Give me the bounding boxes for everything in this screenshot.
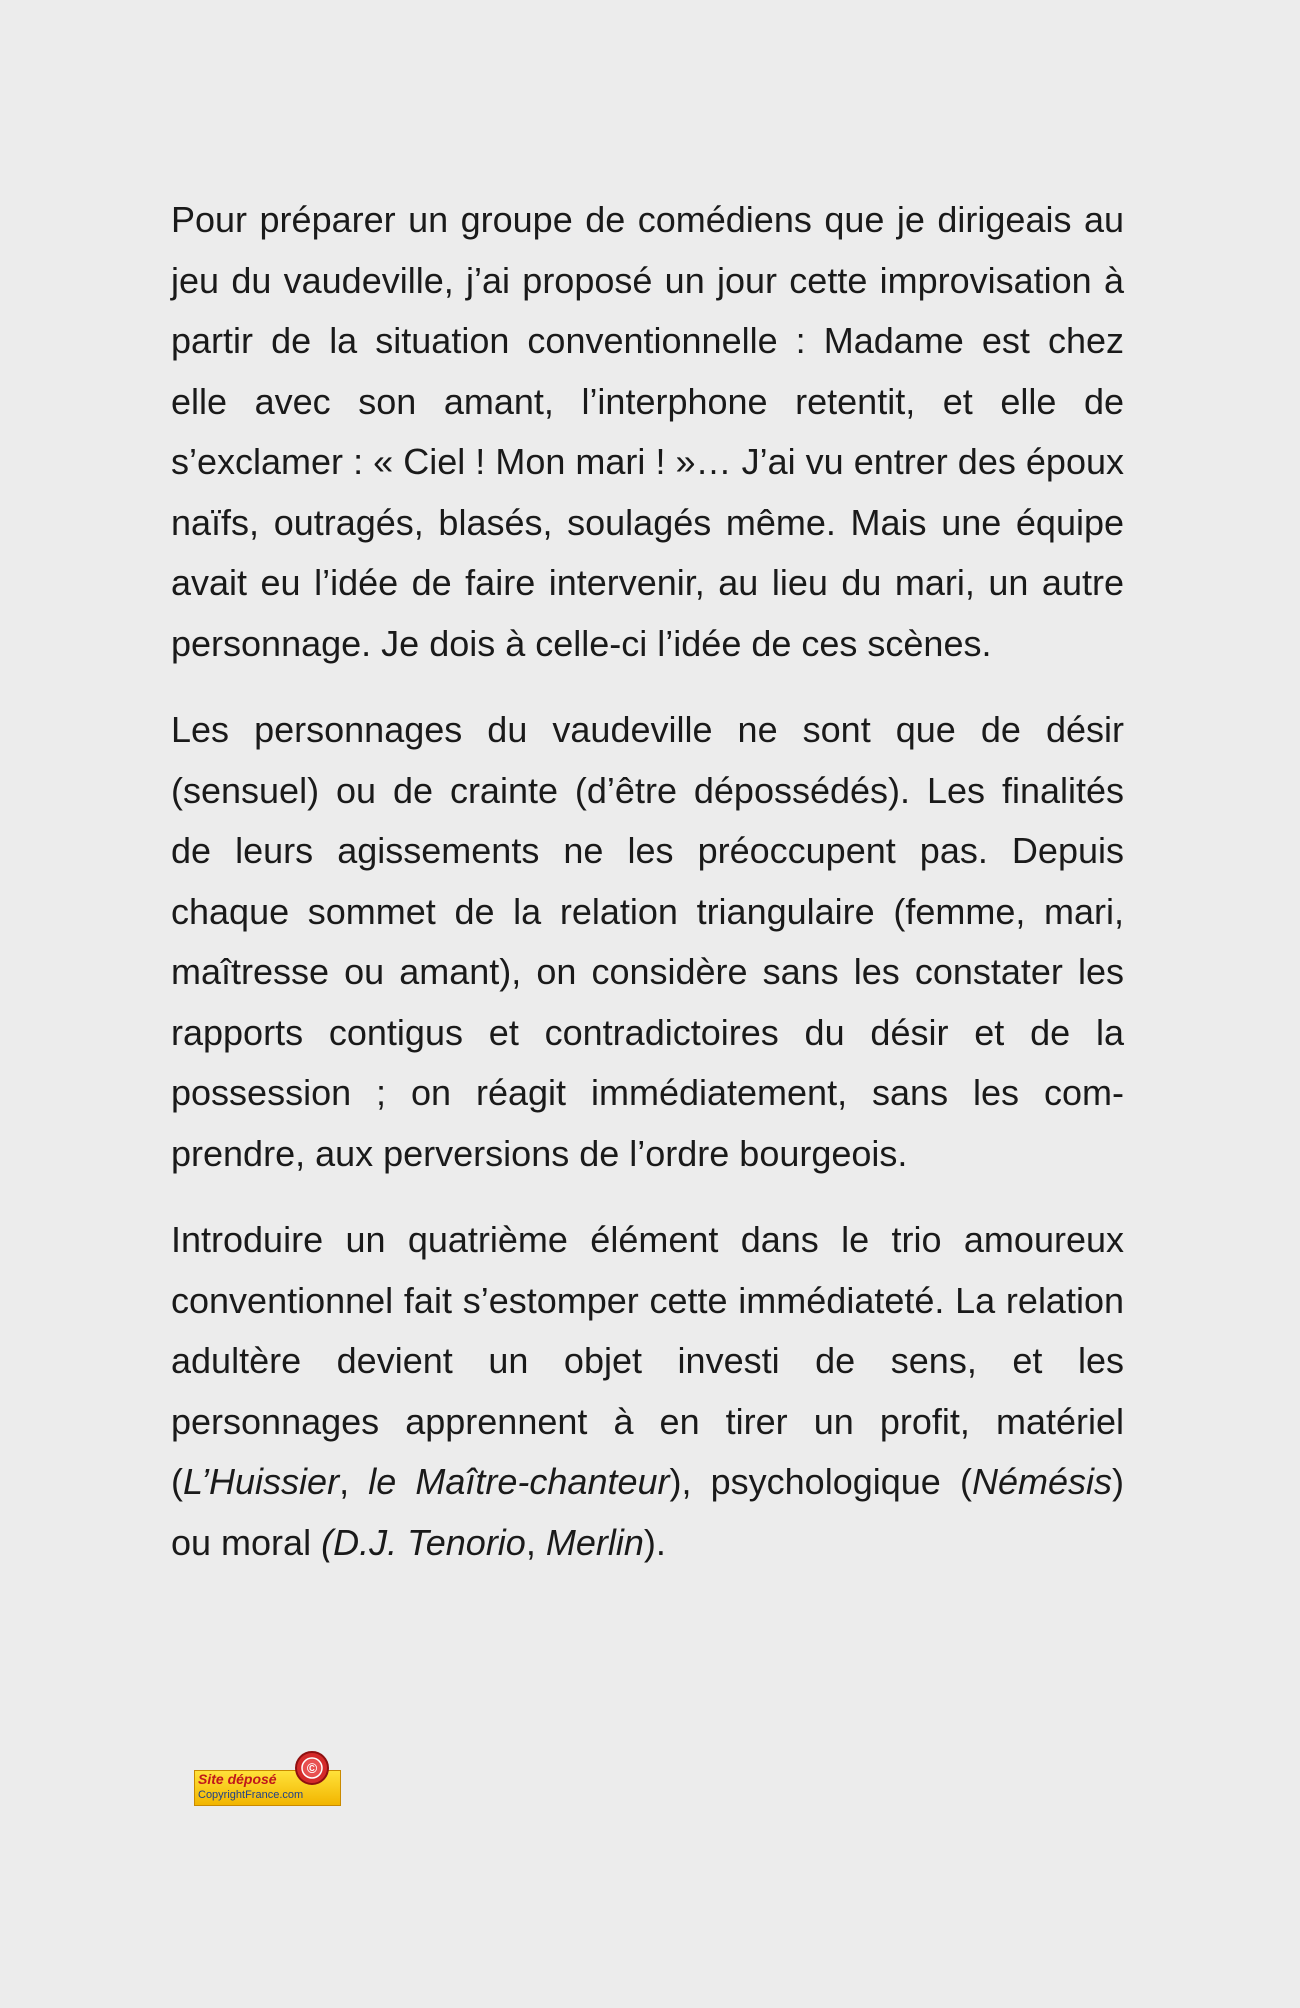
- badge-title: Site déposé: [198, 1771, 277, 1787]
- text-run: Les personnages du vaudeville ne sont que de désir (sensuel) ou de crainte (d’être dépossédés). Les finalités de leurs agissements ne les préoccupent pas. Depuis chaque sommet de la relation triangulaire (femme, mari, maîtresse ou amant), on considère sans les constater les rapports contigus et contradictoires du désir et de la possession ; on réagit immédiatement, sans les comprendre, aux perversions de l’ordre bourgeois.: [171, 709, 1124, 1174]
- text-run: ) ou moral: [171, 1461, 1124, 1563]
- text-run: Introduire un quatrième élément dans le trio amoureux conventionnel fait s’estomper cette immédiateté. La relation adultère devient un objet investi de sens, et les personnages apprennent à en tirer un profit, matériel (: [171, 1219, 1124, 1502]
- paragraph-2: [171, 700, 1124, 1184]
- badge-subtitle: CopyrightFrance.com: [198, 1789, 304, 1801]
- paragraph-1: [171, 190, 1124, 674]
- italic-title: Merlin: [545, 1521, 644, 1563]
- italic-title: L’Huissier: [183, 1461, 340, 1502]
- italic-title: le Maître-chanteur: [368, 1461, 670, 1502]
- text-run: ).: [643, 1521, 666, 1563]
- text-run: ,: [525, 1521, 546, 1563]
- italic-title: (D.J. Tenorio: [321, 1521, 526, 1563]
- text-run: ,: [339, 1461, 369, 1502]
- text-body: [171, 190, 1124, 1599]
- text-run: Pour préparer un groupe de comédiens que je dirigeais au jeu du vaudeville, j’ai proposé un jour cette improvisation à partir de la situation conventionnelle : Madame est chez elle avec son amant, l’interphone retentit, et elle de s’exclamer : « Ciel ! Mon mari ! »… J’ai vu entrer des époux naïfs, outragés, blasés, soulagés même. Mais une équipe avait eu l’idée de faire intervenir, au lieu du mari, un autre personnage. Je dois à celle-ci l’idée de ces scènes.: [171, 199, 1124, 664]
- italic-title: Némésis: [971, 1461, 1112, 1502]
- paragraph-3: [171, 1210, 1124, 1573]
- text-run: ), psychologique (: [669, 1461, 972, 1502]
- copyright-badge[interactable]: [194, 1750, 341, 1806]
- svg-text:©: ©: [306, 1760, 318, 1776]
- seal-icon: [294, 1750, 330, 1786]
